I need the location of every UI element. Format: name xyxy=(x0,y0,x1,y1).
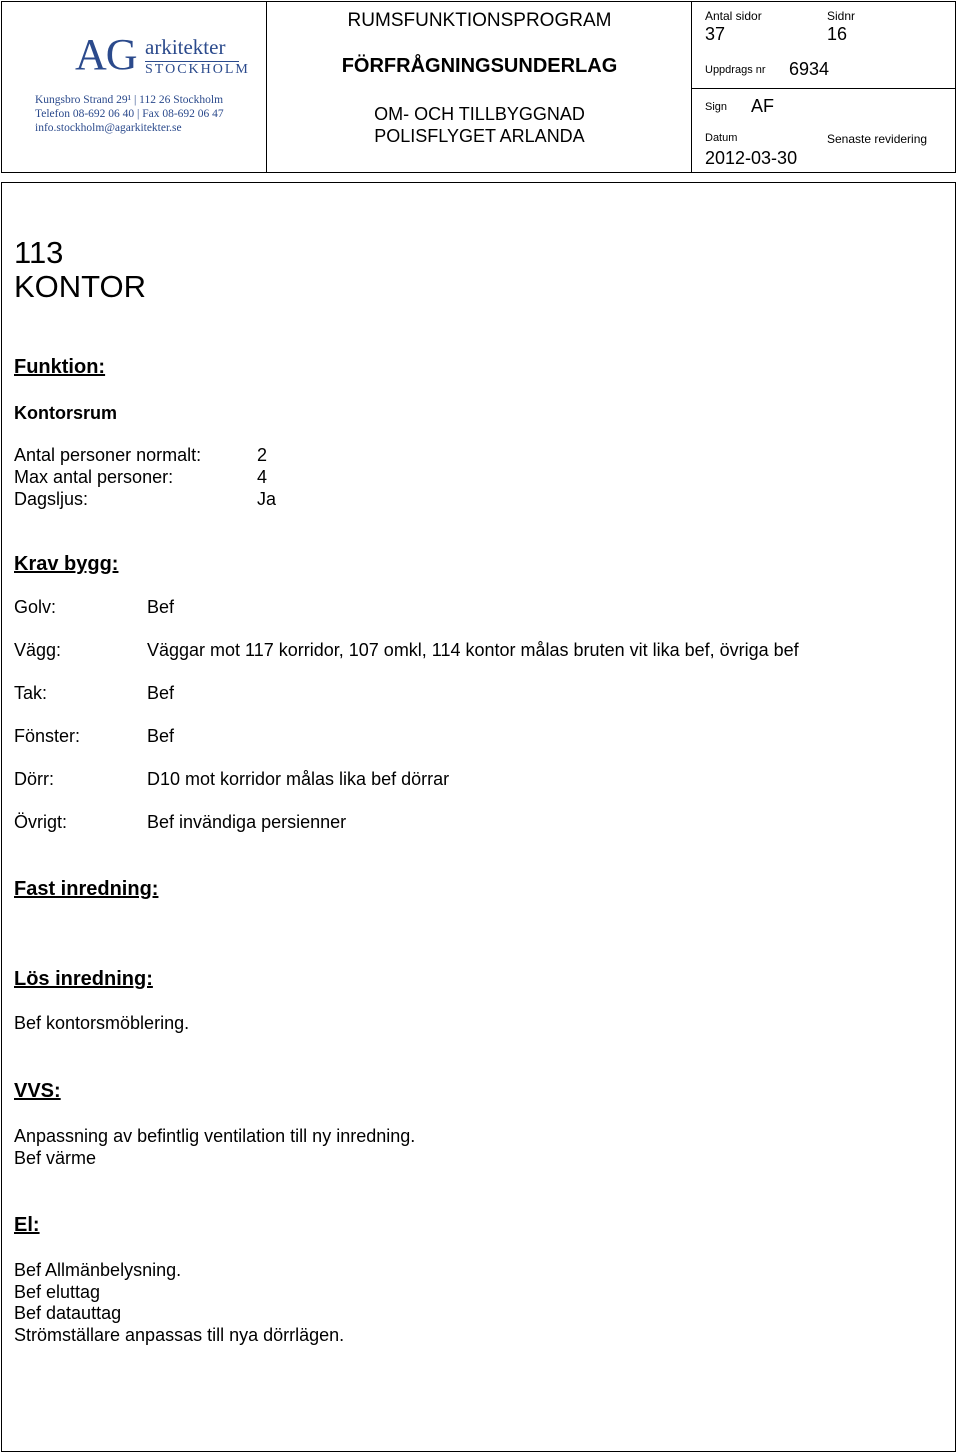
el-line: Bef Allmänbelysning. xyxy=(14,1260,182,1280)
datum-label: Datum xyxy=(705,132,738,144)
krav-label: Golv: xyxy=(14,597,57,617)
krav-value: Bef xyxy=(147,597,175,617)
datum-value: 2012-03-30 xyxy=(705,148,798,168)
vvs-line: Bef värme xyxy=(14,1148,97,1168)
company-logo xyxy=(32,32,252,140)
antal-sidor-value: 37 xyxy=(705,24,726,44)
room-sheet xyxy=(1,182,956,1452)
los-inredning-heading: Lös inredning: xyxy=(14,968,153,990)
funktion-value: Ja xyxy=(257,489,277,509)
funktion-heading: Funktion: xyxy=(14,356,106,378)
krav-value: Väggar mot 117 korridor, 107 omkl, 114 kontor målas bruten vit lika bef, övriga bef xyxy=(147,640,799,660)
el-line: Strömställare anpassas till nya dörrlägen. xyxy=(14,1325,345,1345)
title-block xyxy=(1,1,956,173)
krav-label: Tak: xyxy=(14,683,48,703)
room-number: 113 xyxy=(14,235,64,270)
program-title: RUMSFUNKTIONSPROGRAM xyxy=(347,10,612,31)
funktion-label: Max antal personer: xyxy=(14,467,174,487)
funktion-label: Dagsljus: xyxy=(14,489,89,509)
funktion-subheading: Kontorsrum xyxy=(14,403,117,423)
logo-phone: Telefon 08-692 06 40 | Fax 08-692 06 47 xyxy=(35,108,224,120)
uppdrag-label: Uppdrags nr xyxy=(705,64,766,76)
vvs-line: Anpassning av befintlig ventilation till ny inredning. xyxy=(14,1126,416,1146)
document-type: FÖRFRÅGNINGSUNDERLAG xyxy=(341,55,618,77)
logo-email: info.stockholm@agarkitekter.se xyxy=(35,122,182,134)
funktion-value: 4 xyxy=(257,467,268,487)
sign-label: Sign xyxy=(705,101,728,113)
divider xyxy=(691,88,955,89)
logo-arkitekter-text: arkitekter xyxy=(145,35,226,59)
el-line: Bef datauttag xyxy=(14,1303,122,1323)
sign-value: AF xyxy=(751,96,775,116)
sidnr-value: 16 xyxy=(827,24,848,44)
funktion-value: 2 xyxy=(257,445,268,465)
room-name: KONTOR xyxy=(14,269,147,304)
krav-value: Bef xyxy=(147,683,175,703)
krav-value: Bef xyxy=(147,726,175,746)
krav-label: Dörr: xyxy=(14,769,54,789)
krav-value: D10 mot korridor målas lika bef dörrar xyxy=(147,769,450,789)
el-heading: El: xyxy=(14,1214,40,1236)
el-line: Bef eluttag xyxy=(14,1282,101,1302)
krav-label: Fönster: xyxy=(14,726,81,746)
revidering-label: Senaste revidering xyxy=(827,132,928,146)
vvs-heading: VVS: xyxy=(14,1080,61,1102)
fast-inredning-heading: Fast inredning: xyxy=(14,878,159,900)
logo-address: Kungsbro Strand 29¹ | 112 26 Stockholm xyxy=(35,94,224,106)
logo-stockholm-text: STOCKHOLM xyxy=(145,62,250,77)
krav-label: Övrigt: xyxy=(14,812,68,832)
antal-sidor-label: Antal sidor xyxy=(705,9,762,23)
sidnr-label: Sidnr xyxy=(827,9,856,23)
funktion-label: Antal personer normalt: xyxy=(14,445,202,465)
krav-bygg-heading: Krav bygg: xyxy=(14,553,119,575)
los-inredning-line: Bef kontorsmöblering. xyxy=(14,1013,190,1033)
logo-ag-text: AG xyxy=(75,30,137,79)
project-name-line2: POLISFLYGET ARLANDA xyxy=(374,126,585,146)
uppdrag-value: 6934 xyxy=(789,59,830,79)
krav-label: Vägg: xyxy=(14,640,62,660)
project-name-line1: OM- OCH TILLBYGGNAD xyxy=(374,104,585,124)
krav-value: Bef invändiga persienner xyxy=(147,812,347,832)
